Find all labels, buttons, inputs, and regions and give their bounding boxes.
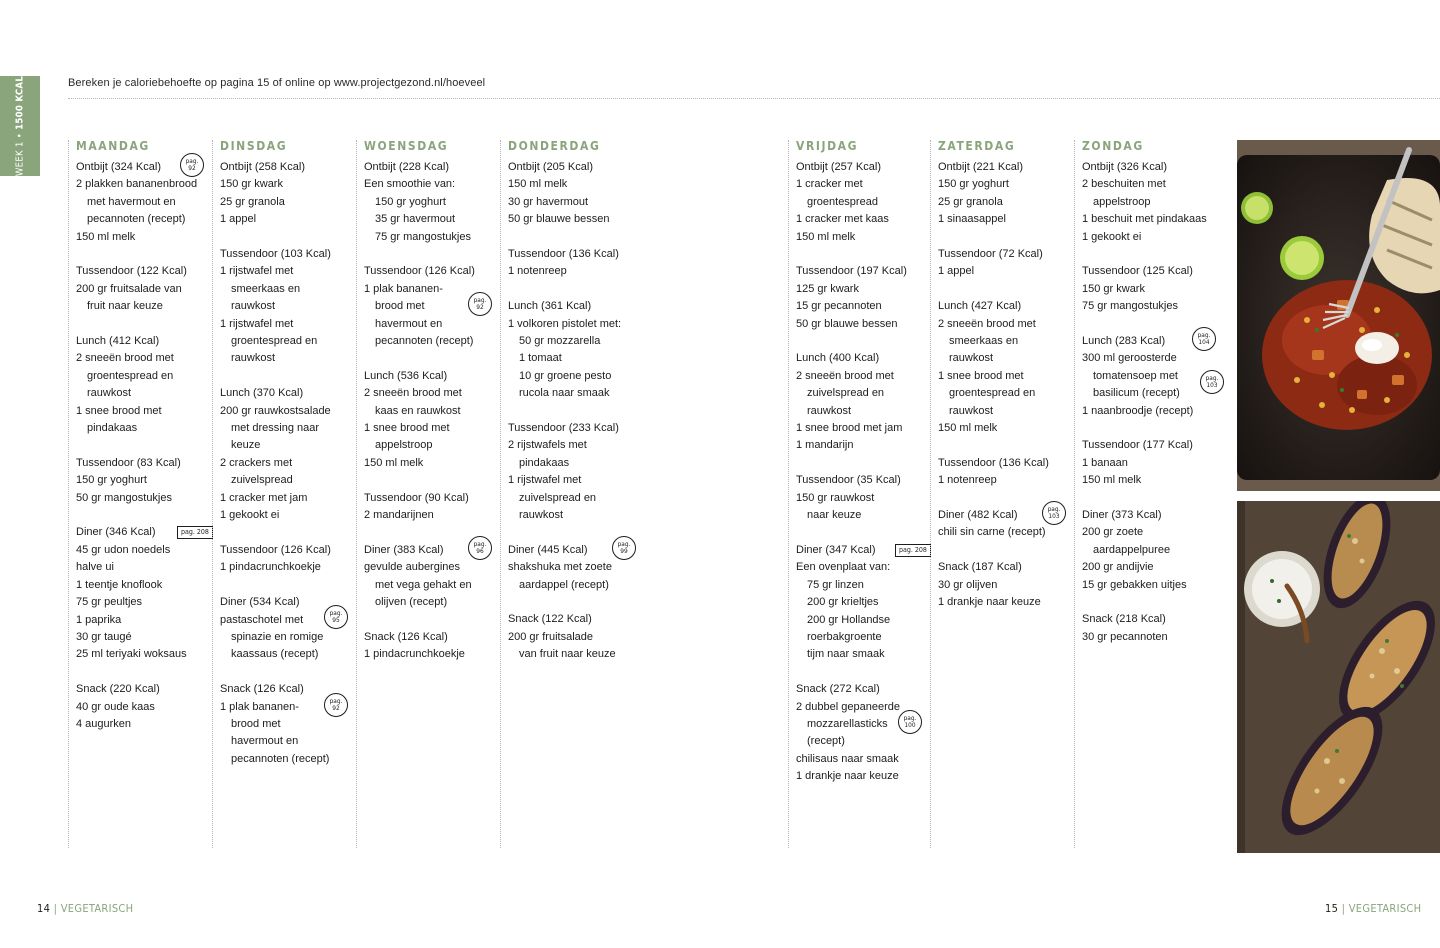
badge-prefix: pag.	[473, 539, 487, 548]
ingredient-line: mozzarellasticks	[807, 717, 888, 730]
page-reference-badge	[324, 693, 348, 717]
ingredient-line: 15 gr pecannoten	[796, 300, 882, 313]
ingredient-line: 1 teentje knoflook	[76, 578, 163, 591]
meal-title: Ontbijt (228 Kcal)	[364, 161, 449, 173]
ingredient-line: 35 gr havermout	[375, 213, 456, 226]
meal-title: Snack (126 Kcal)	[364, 630, 448, 643]
meal-block	[796, 159, 930, 246]
ingredient-line: 150 ml melk	[796, 230, 856, 243]
meal-block	[364, 490, 500, 525]
meal-block	[76, 524, 212, 663]
ingredient-line: 1 pindacrunchkoekje	[220, 561, 321, 574]
ingredient-line: pecannoten (recept)	[87, 213, 186, 226]
meal-title: Diner (346 Kcal)	[76, 526, 156, 539]
badge-prefix: pag.	[903, 713, 917, 722]
ingredient-line: 1 banaan	[1082, 456, 1128, 469]
ingredient-line: chilisaus naar smaak	[796, 752, 899, 765]
meal-title: Lunch (400 Kcal)	[796, 352, 880, 365]
ingredient-line: 1 snee brood met	[76, 404, 162, 417]
day-column-zaterdag	[930, 140, 1074, 848]
meal-title: Tussendoor (35 Kcal)	[796, 474, 901, 487]
page-reference-badge	[1200, 370, 1224, 394]
meal-title: Diner (383 Kcal)	[364, 543, 444, 556]
meal-title: Tussendoor (233 Kcal)	[508, 422, 619, 435]
badge-page-number: 103	[1206, 380, 1218, 389]
ingredient-line: chili sin carne (recept)	[938, 526, 1046, 539]
ingredient-line: basilicum (recept)	[1093, 387, 1180, 400]
ingredient-line: 50 gr mangostukjes	[76, 491, 172, 504]
ingredient-line: 200 gr zoete	[1082, 526, 1144, 539]
ingredient-line: 2 sneeën brood met	[796, 369, 894, 382]
ingredient-line: 2 beschuiten met	[1082, 178, 1166, 191]
meal-block	[938, 159, 1074, 229]
ingredient-line: 200 gr krieltjes	[807, 596, 879, 609]
meal-title: Lunch (412 Kcal)	[76, 335, 160, 348]
ingredient-line: 150 ml melk	[76, 230, 136, 243]
ingredient-line: 1 notenreep	[938, 474, 997, 487]
ingredient-line: 30 gr taugé	[76, 630, 132, 643]
ingredient-line: 1 rijstwafel met	[220, 265, 294, 278]
ingredient-line: aardappelpuree	[1093, 543, 1171, 556]
ingredient-line: rauwkost	[807, 404, 852, 417]
meal-title: Diner (445 Kcal)	[508, 543, 588, 556]
meal-title: Tussendoor (122 Kcal)	[76, 265, 187, 278]
badge-prefix: pag.	[1047, 505, 1061, 514]
meal-title: Snack (272 Kcal)	[796, 683, 880, 696]
badge-page-number: 103	[1048, 512, 1060, 521]
page-reference-badge	[1042, 501, 1066, 525]
ingredient-line: brood met	[231, 717, 281, 730]
ingredient-line: 300 ml geroosterde	[1082, 352, 1177, 365]
badge-prefix: pag.	[473, 296, 487, 305]
page-reference-box: pag. 208	[895, 544, 931, 557]
ingredient-line: rauwkost	[87, 387, 132, 400]
ingredient-line: 150 ml melk	[364, 456, 424, 469]
meal-title: Tussendoor (177 Kcal)	[1082, 439, 1193, 452]
ingredient-line: 125 gr kwark	[796, 282, 859, 295]
meal-title: Tussendoor (83 Kcal)	[76, 456, 181, 469]
ingredient-line: pindakaas	[519, 456, 570, 469]
page-reference-badge	[612, 536, 636, 560]
meal-title: Ontbijt (326 Kcal)	[1082, 161, 1167, 173]
meal-block	[938, 455, 1074, 490]
ingredient-line: pecannoten (recept)	[375, 335, 474, 348]
ingredient-line: 1 notenreep	[508, 265, 567, 278]
ingredient-line: rauwkost	[231, 300, 276, 313]
ingredient-line: 1 cracker met kaas	[796, 213, 889, 226]
meal-block	[364, 539, 500, 612]
meal-title: Lunch (536 Kcal)	[364, 369, 448, 382]
badge-page-number: 96	[476, 546, 484, 555]
ingredient-line: 1 drankje naar keuze	[938, 596, 1041, 609]
day-column-woensdag	[356, 140, 500, 848]
ingredient-line: brood met	[375, 300, 425, 313]
ingredient-line: smeerkaas en	[949, 335, 1019, 348]
ingredient-line: 10 gr groene pesto	[519, 369, 612, 382]
day-heading: MAANDAG	[76, 139, 150, 153]
meal-title: Ontbijt (257 Kcal)	[796, 161, 881, 173]
badge-page-number: 100	[904, 720, 916, 729]
meal-title: Tussendoor (103 Kcal)	[220, 248, 331, 261]
chili-photo	[1237, 140, 1440, 491]
meal-title: Snack (122 Kcal)	[508, 613, 592, 626]
meal-block	[364, 263, 500, 350]
ingredient-line: rauwkost	[519, 509, 564, 522]
ingredient-line: 200 gr rauwkostsalade	[220, 404, 331, 417]
ingredient-line: zuivelspread	[231, 474, 293, 487]
ingredient-line: 1 volkoren pistolet met:	[508, 317, 622, 330]
ingredient-line: 2 dubbel gepaneerde	[796, 700, 900, 713]
ingredient-line: 1 beschuit met pindakaas	[1082, 213, 1207, 226]
ingredient-line: 1 appel	[220, 213, 257, 226]
meal-block	[938, 298, 1074, 437]
ingredient-line: 1 paprika	[76, 613, 122, 626]
day-heading: WOENSDAG	[364, 139, 449, 153]
ingredient-line: 200 gr Hollandse	[807, 613, 891, 626]
meal-block	[508, 246, 644, 281]
ingredient-line: 45 gr udon noedels	[76, 543, 171, 556]
ingredient-line: 1 rijstwafel met	[508, 474, 582, 487]
ingredient-line: kaas en rauwkost	[375, 404, 461, 417]
ingredient-line: 150 gr yoghurt	[76, 474, 147, 487]
badge-prefix: pag.	[329, 609, 343, 618]
ingredient-line: 50 gr blauwe bessen	[508, 213, 610, 226]
ingredient-line: appelstroop	[375, 439, 433, 452]
ingredient-line: met havermout en	[87, 195, 176, 208]
ingredient-line: fruit naar keuze	[87, 300, 163, 313]
meal-title: Lunch (361 Kcal)	[508, 300, 592, 313]
day-column-vrijdag	[788, 140, 930, 848]
ingredient-line: rauwkost	[231, 352, 276, 365]
meal-block	[508, 420, 644, 524]
meal-block	[1082, 437, 1224, 489]
ingredient-line: aardappel (recept)	[519, 578, 609, 591]
meal-block	[1082, 159, 1224, 246]
ingredient-line: gevulde aubergines	[364, 561, 461, 574]
meal-title: Snack (126 Kcal)	[220, 683, 304, 696]
meal-block	[508, 298, 644, 402]
ingredient-line: 2 rijstwafels met	[508, 439, 587, 452]
day-column-donderdag	[500, 140, 644, 848]
meal-block	[1082, 263, 1224, 315]
meal-title: Lunch (370 Kcal)	[220, 387, 304, 400]
meal-block	[508, 611, 644, 663]
meal-title: Tussendoor (136 Kcal)	[508, 248, 619, 261]
meal-title: Lunch (283 Kcal)	[1082, 335, 1166, 348]
meal-block	[364, 368, 500, 472]
meal-block	[1082, 333, 1224, 420]
meal-title: Tussendoor (197 Kcal)	[796, 265, 907, 278]
ingredient-line: 2 sneeën brood met	[364, 387, 462, 400]
ingredient-line: spinazie en romige	[231, 630, 324, 643]
meal-block	[796, 542, 930, 664]
meal-title: Diner (482 Kcal)	[938, 509, 1018, 522]
day-heading: ZONDAG	[1082, 139, 1144, 153]
meal-title: Lunch (427 Kcal)	[938, 300, 1022, 313]
meal-title: Diner (373 Kcal)	[1082, 509, 1162, 522]
day-column-zondag	[1074, 140, 1224, 848]
ingredient-line: 200 gr fruitsalade	[508, 630, 593, 643]
meal-block	[508, 539, 644, 594]
meal-title: Ontbijt (258 Kcal)	[220, 161, 305, 173]
meal-block	[938, 246, 1074, 281]
meal-title: Ontbijt (324 Kcal)	[76, 161, 161, 173]
ingredient-line: 150 gr kwark	[220, 178, 283, 191]
ingredient-line: zuivelspread en	[519, 491, 597, 504]
ingredient-line: 1 plak bananen-	[220, 700, 299, 713]
ingredient-line: rauwkost	[949, 352, 994, 365]
meal-block	[220, 681, 356, 768]
ingredient-line: van fruit naar keuze	[519, 648, 616, 661]
ingredient-line: Een ovenplaat van:	[796, 561, 891, 574]
folio-right: 15 | VEGETARISCH	[1325, 902, 1422, 915]
meal-title: Ontbijt (205 Kcal)	[508, 161, 593, 173]
ingredient-line: 1 rijstwafel met	[220, 317, 294, 330]
ingredient-line: 30 gr havermout	[508, 195, 589, 208]
ingredient-line: 30 gr olijven	[938, 578, 998, 591]
aubergine-photo	[1237, 501, 1440, 853]
ingredient-line: 1 mandarijn	[796, 439, 854, 452]
ingredient-line: naar keuze	[807, 509, 862, 522]
meal-title: Diner (534 Kcal)	[220, 596, 300, 609]
ingredient-line: groentespread	[807, 195, 878, 208]
ingredient-line: 200 gr fruitsalade van	[76, 282, 182, 295]
ingredient-line: pastaschotel met	[220, 613, 304, 626]
meal-block	[220, 385, 356, 524]
day-column-dinsdag	[212, 140, 356, 848]
ingredient-line: 1 snee brood met	[364, 422, 450, 435]
week-tab-label: WEEK 1 • 1500 KCAL	[14, 75, 26, 177]
calorie-note: Bereken je caloriebehoefte op pagina 15 of online op www.projectgezond.nl/hoeveel	[68, 77, 486, 89]
badge-page-number: 104	[1198, 338, 1210, 347]
ingredient-line: smeerkaas en	[231, 282, 301, 295]
ingredient-line: tomatensoep met	[1093, 369, 1178, 382]
ingredient-line: 2 mandarijnen	[364, 509, 434, 522]
ingredient-line: 1 naanbroodje (recept)	[1082, 404, 1194, 417]
meal-block	[796, 350, 930, 454]
ingredient-line: 2 sneeën brood met	[76, 352, 174, 365]
meal-title: Tussendoor (125 Kcal)	[1082, 265, 1193, 278]
ingredient-line: keuze	[231, 439, 261, 452]
badge-prefix: pag.	[1197, 331, 1211, 340]
ingredient-line: 2 sneeën brood met	[938, 317, 1036, 330]
day-heading: VRIJDAG	[796, 139, 859, 153]
badge-page-number: 92	[188, 164, 196, 172]
meal-block	[364, 629, 500, 664]
ingredient-line: 2 plakken bananenbrood	[76, 178, 198, 191]
ingredient-line: 150 ml melk	[508, 178, 568, 191]
ingredient-line: 75 gr mangostukjes	[1082, 300, 1178, 313]
ingredient-line: 40 gr oude kaas	[76, 700, 155, 713]
ingredient-line: 1 pindacrunchkoekje	[364, 648, 465, 661]
ingredient-line: 1 gekookt ei	[1082, 230, 1142, 243]
meal-block	[76, 333, 212, 437]
meal-title: Ontbijt (221 Kcal)	[938, 161, 1023, 173]
ingredient-line: halve ui	[76, 561, 114, 574]
ingredient-line: 4 augurken	[76, 717, 132, 730]
ingredient-line: met dressing naar	[231, 422, 320, 435]
meal-block	[220, 159, 356, 229]
ingredient-line: 75 gr mangostukjes	[375, 230, 471, 243]
folio-left: 14 | VEGETARISCH	[37, 902, 134, 915]
ingredient-line: 1 cracker met jam	[220, 491, 308, 504]
ingredient-line: 15 gr gebakken uitjes	[1082, 578, 1187, 591]
ingredient-line: pecannoten (recept)	[231, 752, 330, 765]
ingredient-line: groentespread en	[949, 387, 1036, 400]
meal-block	[508, 159, 644, 229]
ingredient-line: 1 gekookt ei	[220, 509, 280, 522]
ingredient-line: 1 tomaat	[519, 352, 562, 365]
meal-block	[220, 542, 356, 577]
meal-title: Tussendoor (72 Kcal)	[938, 248, 1043, 261]
meal-title: Tussendoor (136 Kcal)	[938, 456, 1049, 469]
badge-prefix: pag.	[185, 157, 199, 165]
ingredient-line: 150 gr yoghurt	[938, 178, 1009, 191]
meal-block	[76, 455, 212, 507]
day-heading: DINSDAG	[220, 139, 288, 153]
ingredient-line: 1 snee brood met	[938, 369, 1024, 382]
day-heading: DONDERDAG	[508, 139, 601, 153]
ingredient-line: appelstroop	[1093, 195, 1151, 208]
meal-block	[938, 507, 1074, 542]
badge-page-number: 95	[332, 616, 340, 625]
ingredient-line: 50 gr mozzarella	[519, 335, 601, 348]
aubergine-illustration	[1237, 501, 1440, 853]
ingredient-line: 25 gr granola	[938, 195, 1003, 208]
ingredient-line: 150 ml melk	[938, 422, 998, 435]
meal-block	[796, 472, 930, 524]
ingredient-line: 2 crackers met	[220, 456, 293, 469]
ingredient-line: 1 plak bananen-	[364, 282, 443, 295]
meal-title: Tussendoor (126 Kcal)	[220, 543, 331, 556]
ingredient-line: rauwkost	[949, 404, 994, 417]
ingredient-line: havermout en	[231, 735, 299, 748]
badge-prefix: pag.	[1205, 373, 1219, 382]
ingredient-line: 150 gr rauwkost	[796, 491, 875, 504]
badge-page-number: 99	[620, 546, 628, 555]
day-heading: ZATERDAG	[938, 139, 1016, 153]
ingredient-line: groentespread en	[87, 369, 174, 382]
meal-title: Tussendoor (126 Kcal)	[364, 265, 475, 278]
ingredient-line: kaassaus (recept)	[231, 648, 319, 661]
meal-block	[1082, 611, 1224, 646]
meal-block	[1082, 507, 1224, 594]
page-reference-box: pag. 208	[177, 526, 213, 539]
meal-title: Tussendoor (90 Kcal)	[364, 491, 469, 504]
top-divider	[68, 98, 1440, 99]
ingredient-line: 150 ml melk	[1082, 474, 1142, 487]
page-reference-badge	[1192, 327, 1216, 351]
ingredient-line: pindakaas	[87, 422, 138, 435]
ingredient-line: 30 gr pecannoten	[1082, 630, 1168, 643]
ingredient-line: 1 sinaasappel	[938, 213, 1006, 226]
day-column-maandag	[68, 140, 212, 848]
meal-block	[938, 559, 1074, 611]
meal-block	[796, 681, 930, 785]
ingredient-line: Een smoothie van:	[364, 178, 456, 191]
ingredient-line: 150 gr yoghurt	[375, 195, 446, 208]
ingredient-line: shakshuka met zoete	[508, 561, 612, 574]
meal-title: Snack (220 Kcal)	[76, 683, 160, 696]
ingredient-line: 25 ml teriyaki woksaus	[76, 648, 187, 661]
ingredient-line: 200 gr andijvie	[1082, 561, 1154, 574]
ingredient-line: (recept)	[807, 735, 845, 748]
ingredient-line: havermout en	[375, 317, 443, 330]
ingredient-line: 75 gr peultjes	[76, 596, 143, 609]
meal-block	[76, 681, 212, 733]
badge-page-number: 92	[332, 703, 340, 712]
ingredient-line: 150 gr kwark	[1082, 282, 1145, 295]
meal-block	[220, 594, 356, 664]
ingredient-line: 1 appel	[938, 265, 975, 278]
ingredient-line: olijven (recept)	[375, 596, 448, 609]
week-tab	[0, 76, 40, 176]
meal-block	[364, 159, 500, 246]
badge-prefix: pag.	[329, 696, 343, 705]
ingredient-line: met vega gehakt en	[375, 578, 472, 591]
meal-title: Diner (347 Kcal)	[796, 543, 876, 556]
badge-page-number: 92	[476, 303, 484, 312]
ingredient-line: zuivelspread en	[807, 387, 885, 400]
page-reference-badge	[898, 710, 922, 734]
ingredient-line: roerbakgroente	[807, 630, 882, 643]
ingredient-line: 75 gr linzen	[807, 578, 864, 591]
meal-block	[76, 263, 212, 315]
page-reference-badge	[180, 153, 204, 177]
meal-title: Snack (218 Kcal)	[1082, 613, 1166, 626]
page-reference-badge	[468, 536, 492, 560]
meal-block	[220, 246, 356, 368]
meal-title: Snack (187 Kcal)	[938, 561, 1022, 574]
ingredient-line: 25 gr granola	[220, 195, 285, 208]
badge-prefix: pag.	[617, 539, 631, 548]
meal-block	[76, 159, 212, 246]
ingredient-line: tijm naar smaak	[807, 648, 885, 661]
meal-block	[796, 263, 930, 333]
ingredient-line: 50 gr blauwe bessen	[796, 317, 898, 330]
chili-illustration	[1237, 140, 1440, 491]
ingredient-line: rucola naar smaak	[519, 387, 610, 400]
ingredient-line: 1 drankje naar keuze	[796, 770, 899, 783]
ingredient-line: groentespread en	[231, 335, 318, 348]
ingredient-line: 1 cracker met	[796, 178, 863, 191]
ingredient-line: 1 snee brood met jam	[796, 422, 903, 435]
